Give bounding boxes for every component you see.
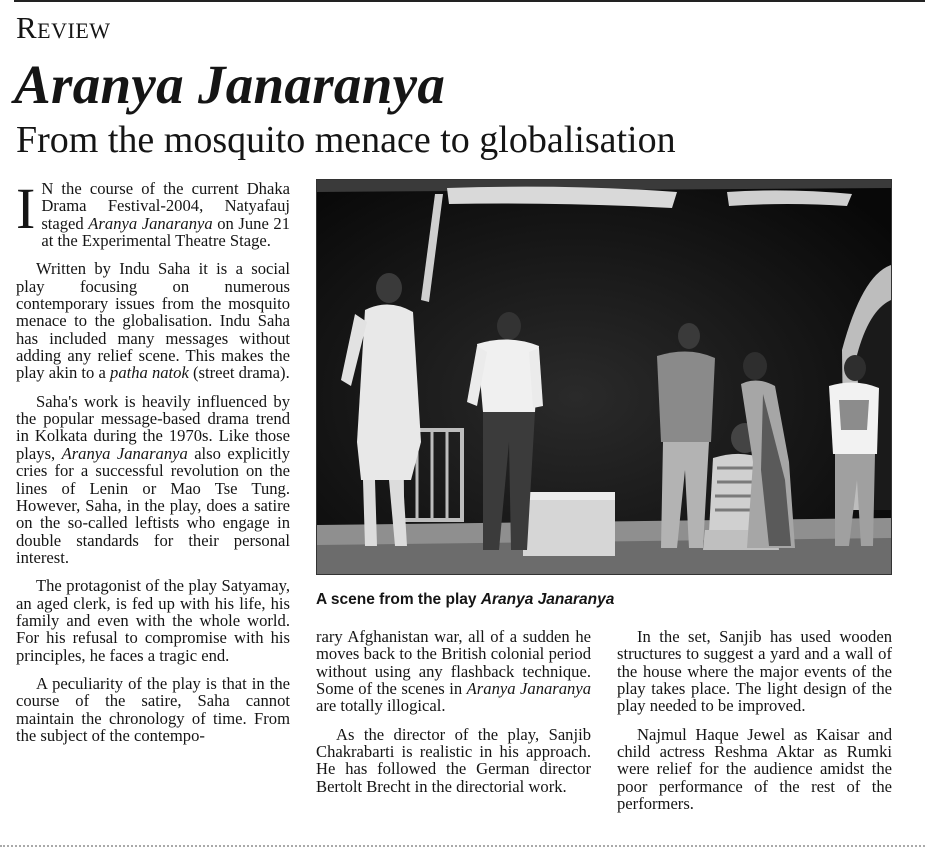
article-column-2 (316, 628, 591, 806)
paragraph-3: Saha's work is heavily influenced by the popular message-based drama trend in Kolkata during the 1970s. Like those plays, Aranya Janaranya also explicitly cries for a successful revolution on the lines of Lenin or Mao Tse Tung. However, Saha, in the play, does a satire on the so-called leftists who engage in double standards for their personal interest. (16, 391, 290, 567)
paragraph-6: As the director of the play, Sanjib Chakrabarti is realistic in his approach. He has followed the German director Bertolt Brecht in the directorial work. (316, 724, 591, 796)
paragraph-7: In the set, Sanjib has used wooden structures to suggest a yard and a wall of the house where the major events of the play takes place. The light design of the play needed to be improved. (617, 627, 892, 716)
article-column-1 (16, 176, 290, 755)
section-label: Review (16, 10, 111, 45)
paragraph-2: Written by Indu Saha it is a social play focusing on numerous contemporary issues from the mosquito menace to the globalisation. Indu Saha has included many messages without adding any relief scene. This makes the play akin to a patha natok (street drama). (16, 259, 290, 383)
paragraph-5: A peculiarity of the play is that in the course of the satire, Saha cannot maintain the chronology of time. From the subject of the contempo- (16, 673, 290, 745)
stage-photo (316, 179, 892, 575)
bottom-rule (0, 844, 925, 847)
paragraph-4: The protagonist of the play Satyamay, an aged clerk, is fed up with his life, his family and even with the whole world. For his refusal to compromise with his principles, he faces a tragic end. (16, 576, 290, 665)
stage-scene-illustration (317, 180, 891, 574)
top-rule (14, 0, 925, 2)
paragraph-8: Najmul Haque Jewel as Kaisar and child actress Reshma Aktar as Rumki were relief for the audience amidst the poor performance of the rest of the performers. (617, 724, 892, 814)
paragraph-1: I N the course of the current Dhaka Drama Festival-2004, Natyafauj staged Aranya Janaranya on June 21 at the Experimental Theatre Stage. (16, 176, 290, 251)
headline: Aranya Janaranya (14, 54, 446, 115)
drop-cap: I (16, 176, 36, 241)
photo-caption: A scene from the play Aranya Janaranya (316, 591, 615, 608)
paragraph-5-continued: rary Afghanistan war, all of a sudden he moves back to the British colonial period without using any flashback technique. Some of the scenes in Aranya Janaranya are totally illogical. (316, 627, 592, 716)
article-column-3 (617, 628, 892, 823)
subheadline: From the mosquito menace to globalisation (16, 119, 676, 161)
